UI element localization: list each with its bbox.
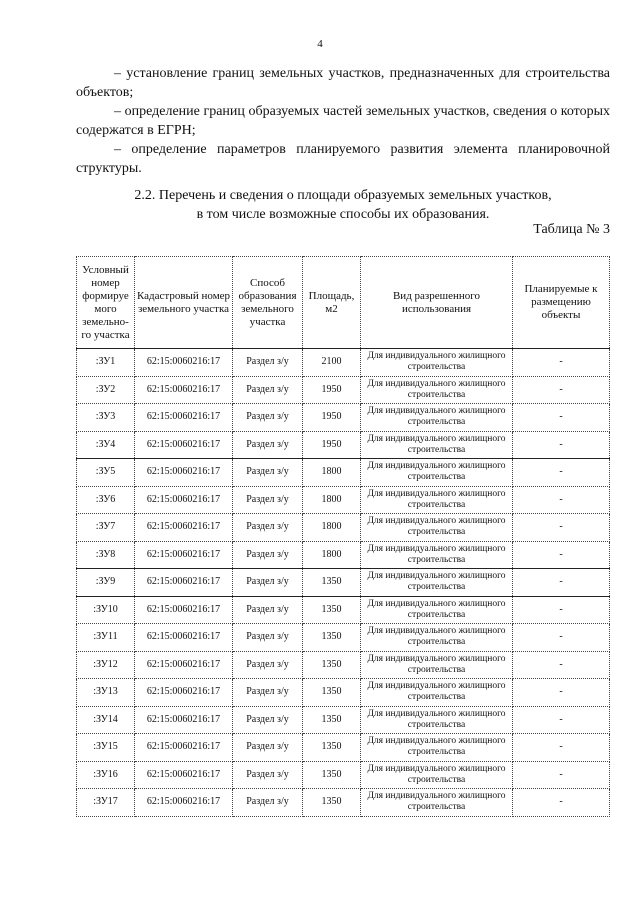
- cell-cadastral: 62:15:0060216:17: [135, 459, 233, 487]
- section-heading-line1: 2.2. Перечень и сведения о площади образуемых земельных участков,: [134, 188, 552, 203]
- cell-use: Для индивидуального жилищного строительства: [361, 541, 513, 569]
- cell-area: 1350: [303, 789, 361, 817]
- table-row: [77, 651, 610, 679]
- cell-area: 2100: [303, 349, 361, 377]
- cell-method: Раздел з/у: [233, 651, 303, 679]
- cell-objects: -: [513, 651, 610, 679]
- cell-use: Для индивидуального жилищного строительства: [361, 679, 513, 707]
- cell-method: Раздел з/у: [233, 624, 303, 652]
- cell-objects: -: [513, 514, 610, 542]
- cell-method: Раздел з/у: [233, 596, 303, 624]
- cell-cadastral: 62:15:0060216:17: [135, 789, 233, 817]
- cell-area: 1350: [303, 651, 361, 679]
- cell-area: 1350: [303, 679, 361, 707]
- cell-objects: -: [513, 431, 610, 459]
- table-row: [77, 486, 610, 514]
- cell-area: 1350: [303, 706, 361, 734]
- header-cadastral: Кадастровый номер земельного участка: [135, 257, 233, 349]
- cell-method: Раздел з/у: [233, 734, 303, 762]
- section-heading-line2: в том числе возможные способы их образования.: [196, 207, 490, 222]
- paragraph-boundaries: – установление границ земельных участков, предназначенных для строительства объектов;: [76, 66, 610, 100]
- cell-objects: -: [513, 569, 610, 597]
- cell-method: Раздел з/у: [233, 541, 303, 569]
- cell-use: Для индивидуального жилищного строительства: [361, 789, 513, 817]
- table-number: Таблица № 3: [533, 222, 610, 237]
- cell-cadastral: 62:15:0060216:17: [135, 624, 233, 652]
- cell-use: Для индивидуального жилищного строительства: [361, 596, 513, 624]
- plots-table: [76, 256, 610, 817]
- table-header-row: [77, 257, 610, 349]
- cell-area: 1350: [303, 569, 361, 597]
- cell-objects: -: [513, 789, 610, 817]
- table-row: [77, 624, 610, 652]
- cell-plot-id: :ЗУ6: [77, 486, 135, 514]
- table-body: [77, 349, 610, 817]
- cell-area: 1800: [303, 486, 361, 514]
- cell-plot-id: :ЗУ7: [77, 514, 135, 542]
- header-area: Площадь, м2: [303, 257, 361, 349]
- table-row: [77, 541, 610, 569]
- cell-cadastral: 62:15:0060216:17: [135, 706, 233, 734]
- cell-area: 1350: [303, 734, 361, 762]
- cell-plot-id: :ЗУ3: [77, 404, 135, 432]
- cell-method: Раздел з/у: [233, 789, 303, 817]
- header-plot-id: Условный номер формируе мого земельно- го участка: [77, 257, 135, 349]
- cell-plot-id: :ЗУ16: [77, 761, 135, 789]
- cell-objects: -: [513, 349, 610, 377]
- cell-cadastral: 62:15:0060216:17: [135, 349, 233, 377]
- cell-plot-id: :ЗУ13: [77, 679, 135, 707]
- cell-objects: -: [513, 541, 610, 569]
- cell-method: Раздел з/у: [233, 459, 303, 487]
- table-row: [77, 789, 610, 817]
- table-row: [77, 569, 610, 597]
- table-row: [77, 431, 610, 459]
- cell-objects: -: [513, 734, 610, 762]
- cell-use: Для индивидуального жилищного строительства: [361, 761, 513, 789]
- cell-method: Раздел з/у: [233, 376, 303, 404]
- cell-plot-id: :ЗУ12: [77, 651, 135, 679]
- table-row: [77, 679, 610, 707]
- table-row: [77, 404, 610, 432]
- cell-objects: -: [513, 486, 610, 514]
- cell-objects: -: [513, 376, 610, 404]
- table-row: [77, 514, 610, 542]
- cell-plot-id: :ЗУ4: [77, 431, 135, 459]
- cell-use: Для индивидуального жилищного строительства: [361, 569, 513, 597]
- cell-cadastral: 62:15:0060216:17: [135, 486, 233, 514]
- cell-area: 1950: [303, 404, 361, 432]
- cell-plot-id: :ЗУ1: [77, 349, 135, 377]
- cell-plot-id: :ЗУ2: [77, 376, 135, 404]
- cell-use: Для индивидуального жилищного строительства: [361, 431, 513, 459]
- table-row: [77, 596, 610, 624]
- header-method: Способ образования земельного участка: [233, 257, 303, 349]
- cell-cadastral: 62:15:0060216:17: [135, 679, 233, 707]
- table-row: [77, 376, 610, 404]
- cell-plot-id: :ЗУ8: [77, 541, 135, 569]
- cell-objects: -: [513, 706, 610, 734]
- cell-cadastral: 62:15:0060216:17: [135, 514, 233, 542]
- cell-use: Для индивидуального жилищного строительства: [361, 734, 513, 762]
- cell-objects: -: [513, 404, 610, 432]
- cell-objects: -: [513, 761, 610, 789]
- cell-plot-id: :ЗУ14: [77, 706, 135, 734]
- cell-area: 1950: [303, 431, 361, 459]
- cell-use: Для индивидуального жилищного строительства: [361, 459, 513, 487]
- cell-cadastral: 62:15:0060216:17: [135, 761, 233, 789]
- header-objects: Планируемые к размещению объекты: [513, 257, 610, 349]
- table-row: [77, 761, 610, 789]
- cell-use: Для индивидуального жилищного строительства: [361, 486, 513, 514]
- cell-method: Раздел з/у: [233, 706, 303, 734]
- cell-plot-id: :ЗУ17: [77, 789, 135, 817]
- cell-use: Для индивидуального жилищного строительства: [361, 376, 513, 404]
- cell-plot-id: :ЗУ10: [77, 596, 135, 624]
- cell-use: Для индивидуального жилищного строительства: [361, 651, 513, 679]
- cell-method: Раздел з/у: [233, 569, 303, 597]
- cell-plot-id: :ЗУ11: [77, 624, 135, 652]
- cell-method: Раздел з/у: [233, 761, 303, 789]
- cell-cadastral: 62:15:0060216:17: [135, 541, 233, 569]
- cell-method: Раздел з/у: [233, 349, 303, 377]
- cell-cadastral: 62:15:0060216:17: [135, 569, 233, 597]
- page-number: 4: [317, 38, 323, 50]
- cell-use: Для индивидуального жилищного строительства: [361, 706, 513, 734]
- paragraph-parts: – определение границ образуемых частей земельных участков, сведения о которых содержатся в ЕГРН;: [76, 104, 610, 138]
- cell-area: 1350: [303, 761, 361, 789]
- cell-area: 1350: [303, 596, 361, 624]
- cell-objects: -: [513, 596, 610, 624]
- cell-cadastral: 62:15:0060216:17: [135, 596, 233, 624]
- cell-use: Для индивидуального жилищного строительства: [361, 514, 513, 542]
- table-row: [77, 459, 610, 487]
- cell-objects: -: [513, 679, 610, 707]
- cell-method: Раздел з/у: [233, 404, 303, 432]
- table-row: [77, 734, 610, 762]
- cell-area: 1800: [303, 541, 361, 569]
- cell-use: Для индивидуального жилищного строительства: [361, 349, 513, 377]
- cell-area: 1800: [303, 514, 361, 542]
- cell-cadastral: 62:15:0060216:17: [135, 404, 233, 432]
- cell-area: 1950: [303, 376, 361, 404]
- cell-area: 1800: [303, 459, 361, 487]
- paragraph-parameters: – определение параметров планируемого развития элемента планировочной структуры.: [76, 142, 610, 176]
- cell-method: Раздел з/у: [233, 486, 303, 514]
- cell-cadastral: 62:15:0060216:17: [135, 651, 233, 679]
- cell-method: Раздел з/у: [233, 514, 303, 542]
- cell-plot-id: :ЗУ9: [77, 569, 135, 597]
- cell-cadastral: 62:15:0060216:17: [135, 376, 233, 404]
- cell-objects: -: [513, 624, 610, 652]
- header-use: Вид разрешенного использования: [361, 257, 513, 349]
- cell-area: 1350: [303, 624, 361, 652]
- cell-use: Для индивидуального жилищного строительства: [361, 404, 513, 432]
- cell-use: Для индивидуального жилищного строительства: [361, 624, 513, 652]
- cell-plot-id: :ЗУ5: [77, 459, 135, 487]
- cell-objects: -: [513, 459, 610, 487]
- cell-plot-id: :ЗУ15: [77, 734, 135, 762]
- cell-method: Раздел з/у: [233, 431, 303, 459]
- section-heading: [76, 186, 610, 224]
- table-row: [77, 706, 610, 734]
- cell-method: Раздел з/у: [233, 679, 303, 707]
- cell-cadastral: 62:15:0060216:17: [135, 431, 233, 459]
- cell-cadastral: 62:15:0060216:17: [135, 734, 233, 762]
- table-row: [77, 349, 610, 377]
